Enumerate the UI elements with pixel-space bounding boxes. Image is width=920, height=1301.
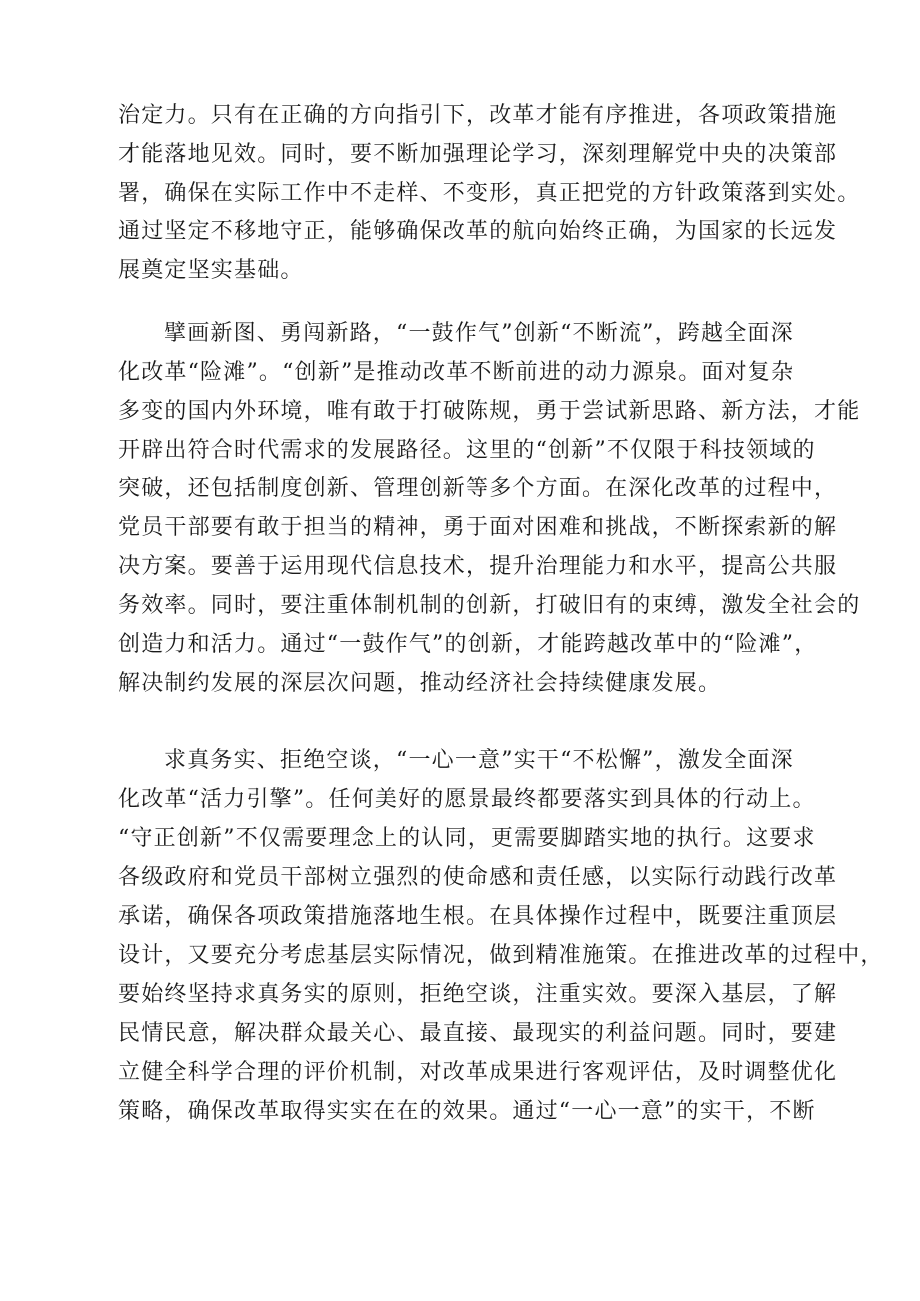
text-line: 通过坚定不移地守正，能够确保改革的航向始终正确，为国家的长远发 xyxy=(118,219,838,244)
text-line: 开辟出符合时代需求的发展路径。这里的“创新”不仅限于科技领域的 xyxy=(118,438,816,463)
paragraph-first-line: 擘画新图、勇闯新路，“一鼓作气”创新“不断流”，跨越全面深 xyxy=(164,321,794,346)
text-line: 策略，确保改革取得实实在在的效果。通过“一心一意”的实干，不断 xyxy=(118,1099,816,1124)
text-line: 署，确保在实际工作中不走样、不变形，真正把党的方针政策落到实处。 xyxy=(118,181,861,206)
text-line: 务效率。同时，要注重体制机制的创新，打破旧有的束缚，激发全社会的 xyxy=(118,593,861,618)
text-line: 治定力。只有在正确的方向指引下，改革才能有序推进，各项政策措施 xyxy=(118,103,838,128)
text-line: 各级政府和党员干部树立强烈的使命感和责任感，以实际行动践行改革 xyxy=(118,865,838,890)
text-line: 解决制约发展的深层次问题，推动经济社会持续健康发展。 xyxy=(118,671,722,696)
text-line: 要始终坚持求真务实的原则，拒绝空谈，注重实效。要深入基层，了解 xyxy=(118,982,838,1007)
paragraph-first-line: 求真务实、拒绝空谈，“一心一意”实干“不松懈”，激发全面深 xyxy=(164,748,794,773)
text-line: 民情民意，解决群众最关心、最直接、最现实的利益问题。同时，要建 xyxy=(118,1021,838,1046)
text-line: 党员干部要有敢于担当的精神，勇于面对困难和挑战，不断探索新的解 xyxy=(118,515,838,540)
text-line: 立健全科学合理的评价机制，对改革成果进行客观评估，及时调整优化 xyxy=(118,1060,838,1085)
text-line: 设计，又要充分考虑基层实际情况，做到精准施策。在推进改革的过程中， xyxy=(118,943,884,968)
text-line: 决方案。要善于运用现代信息技术，提升治理能力和水平，提高公共服 xyxy=(118,554,838,579)
text-line: 承诺，确保各项政策措施落地生根。在具体操作过程中，既要注重顶层 xyxy=(118,904,838,929)
text-line: 展奠定坚实基础。 xyxy=(118,258,304,283)
text-line: 突破，还包括制度创新、管理创新等多个方面。在深化改革的过程中， xyxy=(118,476,838,501)
text-line: “守正创新”不仅需要理念上的认同，更需要脚踏实地的执行。这要求 xyxy=(118,826,816,851)
text-line: 创造力和活力。通过“一鼓作气”的创新，才能跨越改革中的“险滩”， xyxy=(118,632,818,657)
text-line: 化改革“活力引擎”。任何美好的愿景最终都要落实到具体的行动上。 xyxy=(118,787,816,812)
text-line: 化改革“险滩”。“创新”是推动改革不断前进的动力源泉。面对复杂 xyxy=(118,360,795,385)
text-line: 才能落地见效。同时，要不断加强理论学习，深刻理解党中央的决策部 xyxy=(118,142,838,167)
text-line: 多变的国内外环境，唯有敢于打破陈规，勇于尝试新思路、新方法，才能 xyxy=(118,399,861,424)
